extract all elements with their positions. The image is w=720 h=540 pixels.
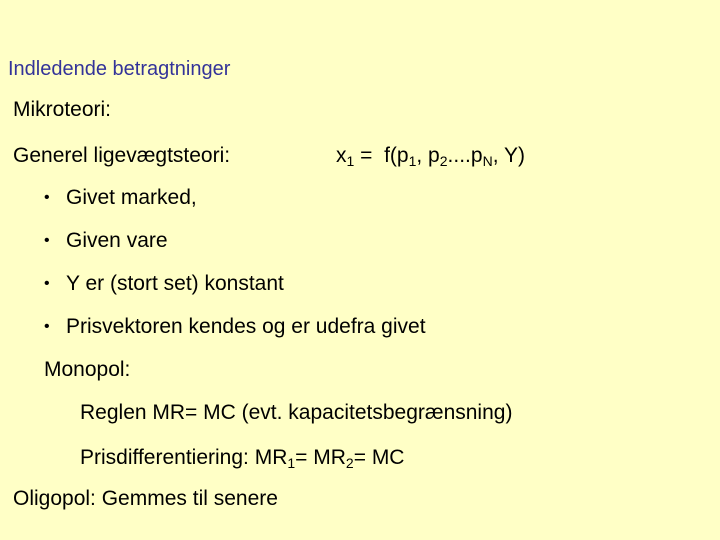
formula-x: x <box>336 144 347 167</box>
formula-pN-subscript: N <box>482 153 493 169</box>
slide-title: Indledende betragtninger <box>8 58 231 80</box>
price-disc-sub-1: 1 <box>287 455 296 471</box>
section-monopol: Monopol: <box>44 358 131 381</box>
oligopol-line: Oligopol: Gemmes til senere <box>13 487 278 510</box>
formula-part-4: , Y) <box>492 144 525 167</box>
formula-p2-subscript: 2 <box>439 153 448 169</box>
demand-formula <box>336 144 525 168</box>
bullet-item <box>44 186 197 210</box>
bullet-text: Prisvektoren kendes og er udefra givet <box>66 315 426 338</box>
bullet-item <box>44 315 426 339</box>
bullet-icon: • <box>44 275 50 292</box>
formula-p1-subscript: 1 <box>408 153 417 169</box>
formula-part-1: = f(p <box>354 144 409 167</box>
price-differentiation <box>80 446 404 470</box>
price-disc-pre: Prisdifferentiering: MR <box>80 446 288 469</box>
section-mikroteori: Mikroteori: <box>13 98 112 121</box>
bullet-icon: • <box>44 318 50 335</box>
bullet-icon: • <box>44 189 50 206</box>
bullet-text: Given vare <box>66 229 168 252</box>
bullet-text: Y er (stort set) konstant <box>66 272 284 295</box>
bullet-item <box>44 272 284 296</box>
bullet-icon: • <box>44 232 50 249</box>
bullet-text: Givet marked, <box>66 186 197 209</box>
formula-x-subscript: 1 <box>346 153 355 169</box>
subheading-generel-ligevaegtsteori: Generel ligevægtsteori: <box>13 144 231 167</box>
rule-mr-mc: Reglen MR= MC (evt. kapacitetsbegrænsning) <box>80 401 513 424</box>
formula-part-3: ....p <box>447 144 483 167</box>
price-disc-post: = MC <box>353 446 405 469</box>
bullet-item <box>44 229 168 253</box>
formula-part-2: , p <box>416 144 440 167</box>
price-disc-sub-2: 2 <box>345 455 354 471</box>
price-disc-mid: = MR <box>295 446 346 469</box>
